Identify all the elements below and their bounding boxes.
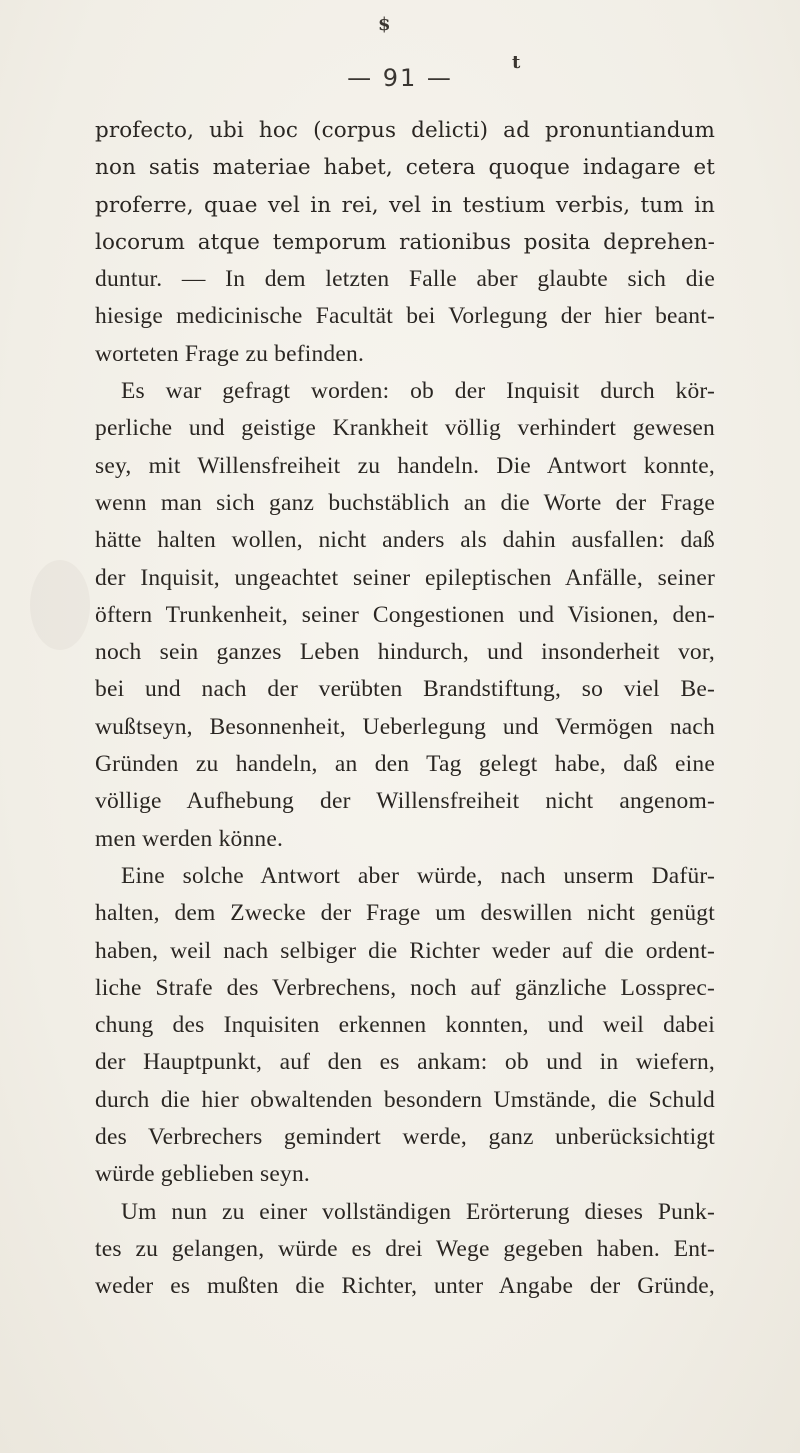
text-line: haben, weil nach selbiger die Richter weder auf die ordent- (95, 937, 715, 964)
text-line: liche Strafe des Verbrechens, noch auf gänzliche Lossprec- (95, 974, 715, 1001)
text-line: wenn man sich ganz buchstäblich an die Worte der Frage (95, 489, 715, 516)
page-number-header: — 91 — (347, 64, 453, 92)
text-line: proferre, quae vel in rei, vel in testium verbis, tum in (95, 192, 715, 218)
text-line: profecto, ubi hoc (corpus delicti) ad pronuntiandum (95, 118, 715, 143)
text-line: Gründen zu handeln, an den Tag gelegt habe, daß eine (95, 751, 715, 778)
text-line: weder es mußten die Richter, unter Angabe der Gründe, (95, 1273, 715, 1300)
text-line: durch die hier obwaltenden besondern Umstände, die Schuld (95, 1086, 715, 1113)
text-line: duntur. — In dem letzten Falle aber glaubte sich die (95, 266, 715, 293)
text-line: Eine solche Antwort aber würde, nach unserm Dafür- (121, 862, 715, 889)
text-line: hätte halten wollen, nicht anders als dahin ausfallen: daß (95, 527, 715, 554)
text-line: sey, mit Willensfreiheit zu handeln. Die Antwort konnte, (95, 452, 715, 479)
text-line: bei und nach der verübten Brandstiftung, so viel Be- (95, 676, 715, 703)
text-line: halten, dem Zwecke der Frage um deswillen nicht genügt (95, 900, 715, 927)
text-line: der Hauptpunkt, auf den es ankam: ob und in wiefern, (95, 1049, 715, 1076)
body-text (95, 112, 715, 1306)
text-line: noch sein ganzes Leben hindurch, und insonderheit vor, (95, 639, 715, 666)
text-line: völlige Aufhebung der Willensfreiheit nicht angenom- (95, 788, 715, 815)
text-line: worteten Frage zu befinden. (95, 340, 365, 367)
paper-stain (30, 560, 90, 650)
text-line: des Verbrechers gemindert werde, ganz unberücksichtigt (95, 1124, 715, 1151)
text-line: würde geblieben seyn. (95, 1161, 310, 1188)
text-line: Um nun zu einer vollständigen Erörterung dieses Punk- (121, 1198, 715, 1225)
ink-mark-right: t (512, 52, 521, 73)
text-line: hiesige medicinische Facultät bei Vorlegung der hier beant- (95, 303, 715, 330)
text-line: Es war gefragt worden: ob der Inquisit durch kör- (121, 378, 715, 405)
text-line: öftern Trunkenheit, seiner Congestionen und Visionen, den- (95, 601, 715, 628)
text-line: non satis materiae habet, cetera quoque indagare et (95, 155, 715, 181)
text-line: chung des Inquisiten erkennen konnten, und weil dabei (95, 1012, 715, 1039)
text-line: perliche und geistige Krankheit völlig verhindert gewesen (95, 415, 715, 442)
text-line: der Inquisit, ungeachtet seiner epileptischen Anfälle, seiner (95, 564, 715, 591)
text-line: wußtseyn, Besonnenheit, Ueberlegung und Vermögen nach (95, 713, 715, 740)
ink-mark-top: $ (378, 14, 391, 35)
text-line: men werden könne. (95, 825, 284, 852)
text-line: locorum atque temporum rationibus posita deprehen- (95, 229, 715, 255)
text-line: tes zu gelangen, würde es drei Wege gegeben haben. Ent- (95, 1235, 715, 1262)
